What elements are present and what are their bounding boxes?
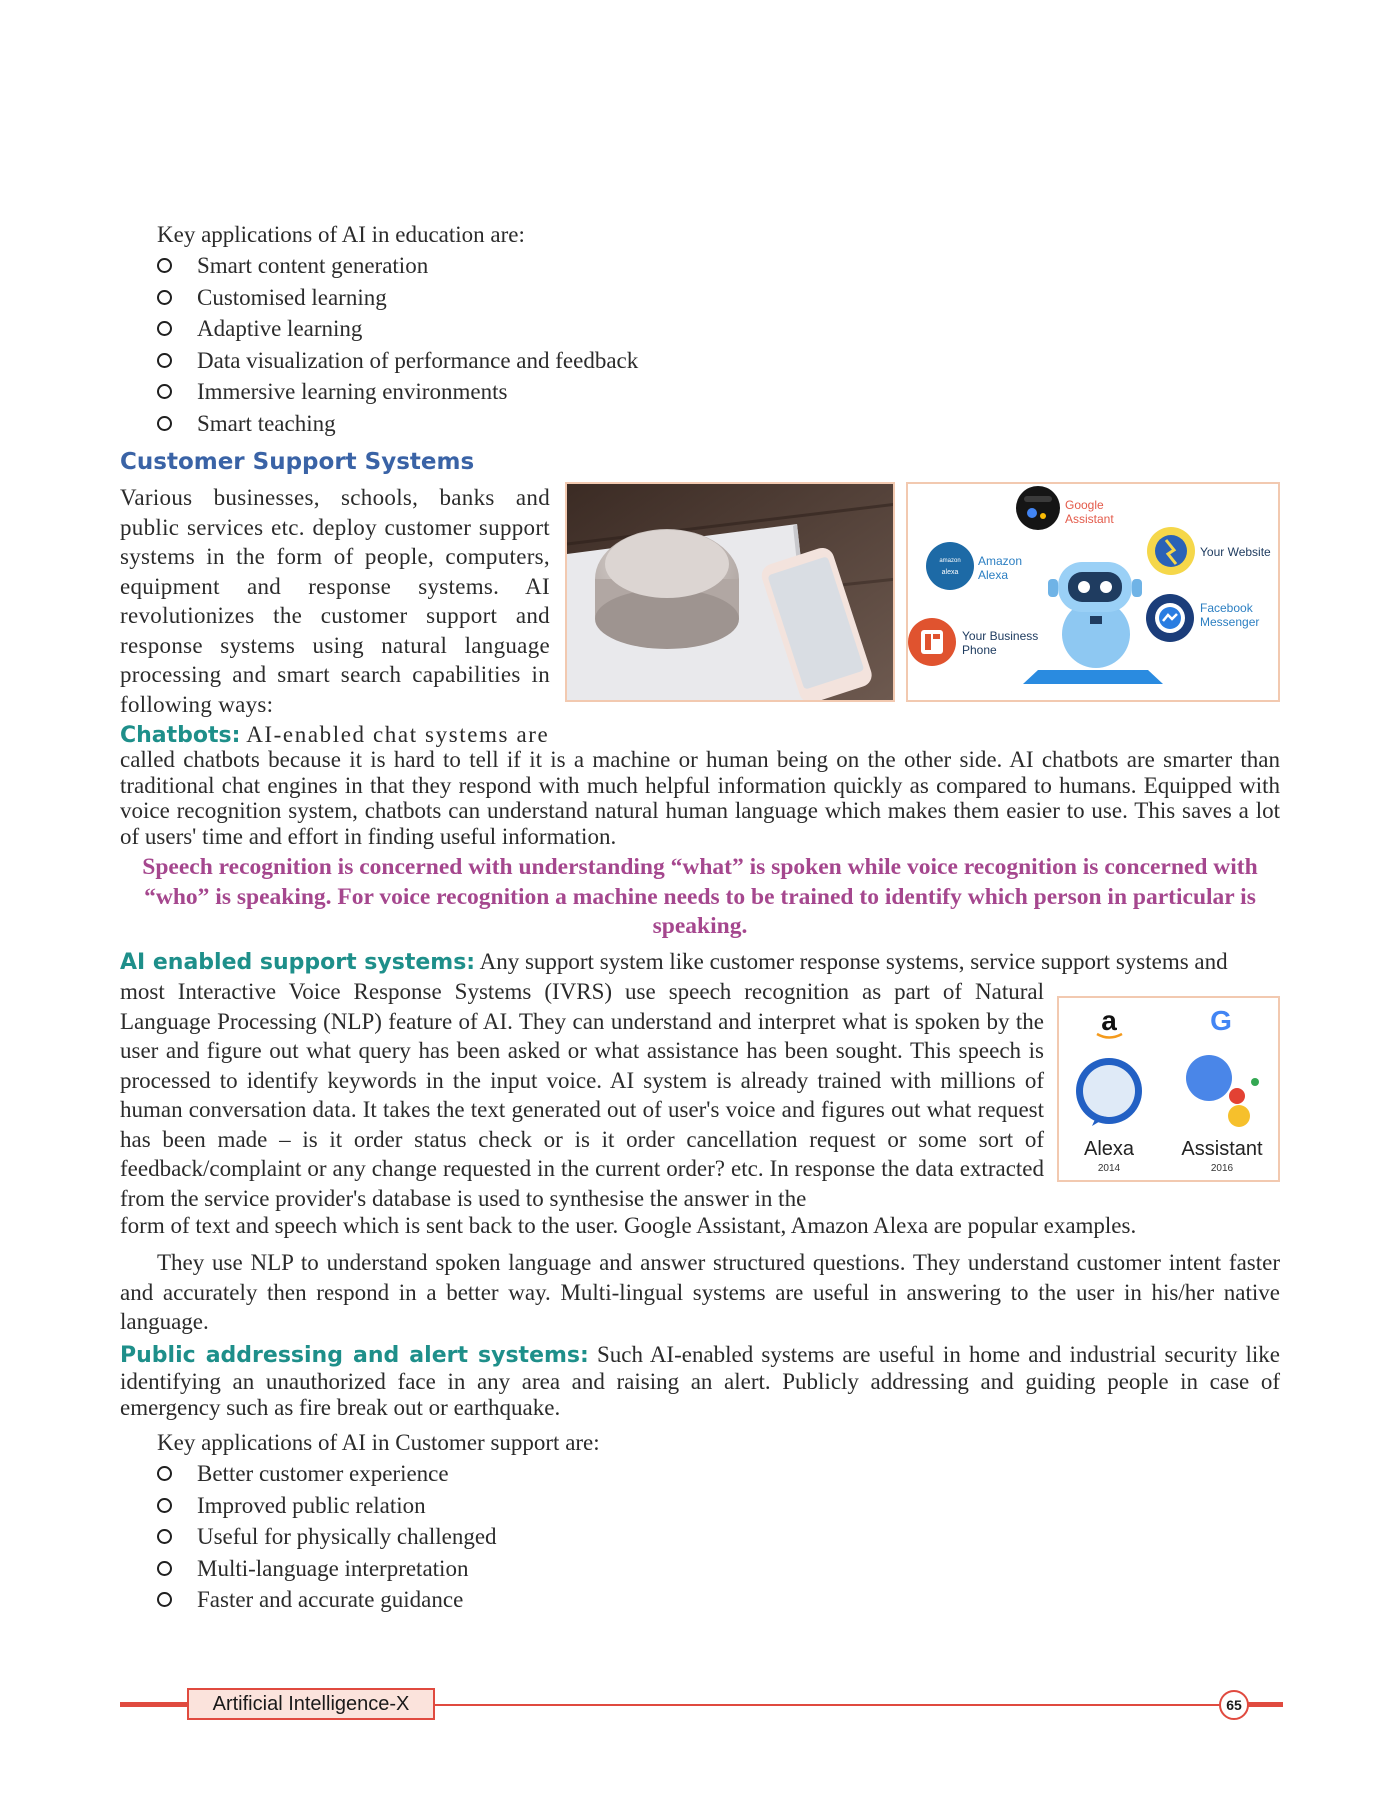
customer-applications-list [157,1458,497,1616]
page-number: 65 [1219,1690,1249,1720]
list-item: Smart content generation [157,250,638,282]
smart-speaker-photo [565,482,895,702]
list-item: Better customer experience [157,1458,497,1490]
google-assistant-icon [1016,486,1060,530]
list-item: Customised learning [157,282,638,314]
amazon-logo: a [1101,1005,1117,1036]
nlp-paragraph: They use NLP to understand spoken language and answer structured questions. They understand customer intent faster and accurately then respond in a better way. Multi-lingual systems are useful in answering to the user in his/her native language. [120,1250,1280,1334]
ai-support-label: AI enabled support systems: [120,950,476,975]
alexa-ring-icon [1076,1058,1142,1126]
bullet-icon [157,1529,172,1544]
alexa-assistant-graphic [1057,996,1280,1182]
customer-applications-intro: Key applications of AI in Customer support are: [157,1430,600,1455]
facebook-messenger-label-2: Messenger [1200,615,1260,629]
section-heading-customer-support: Customer Support Systems [120,449,475,475]
bullet-icon [157,1561,172,1576]
svg-text:alexa: alexa [941,569,959,576]
assistant-label: Assistant [1181,1138,1263,1160]
education-list [157,250,638,439]
google-assistant-dots-icon [1186,1055,1259,1127]
assistant-year: 2016 [1210,1163,1234,1174]
platform-shape [1023,670,1163,684]
list-item: Smart teaching [157,408,638,440]
list-item: Improved public relation [157,1490,497,1522]
bullet-icon [157,353,172,368]
list-item: Adaptive learning [157,313,638,345]
public-addressing-paragraph: Public addressing and alert systems: Such AI-enabled systems are useful in home and industrial security like identifying an unauthorized face in any area and raising an alert. Publicly addressing and guiding people in case of emergency such as fire break out or earthquake. [120,1342,1280,1420]
chatbot-channels-diagram [906,482,1280,702]
bullet-icon [157,416,172,431]
alexa-label: Alexa [1083,1138,1135,1160]
customer-support-paragraph: Various businesses, schools, banks and public services etc. deploy customer support systems in the form of people, computers, equipment and response systems. AI revolutionizes the customer support and response systems using natural language processing and smart search capabilities in following ways: [120,485,550,717]
google-assistant-label-2: Assistant [1065,512,1114,526]
smart-speaker-illustration [567,484,895,702]
speech-vs-voice-note: Speech recognition is concerned with understanding “what” is spoken while voice recognition is concerned with “who” is speaking. For voice recognition a machine needs to be trained to identify which person in particular is speaking. [142,854,1258,939]
facebook-messenger-label-1: Facebook [1200,601,1253,615]
bullet-icon [157,1592,172,1607]
ai-support-paragraph: most Interactive Voice Response Systems (IVRS) use speech recognition as part of Natural Language Processing (NLP) feature of AI. They can understand and interpret what is spoken by the user and figure out what query has been asked or what assistance has been sought. This speech is processed to identify keywords in the input voice. AI system is already trained with millions of human conversation data. It takes the text generated out of user's voice and figures out what request has been made – is it order status check or is it order cancellation request or some sort of feedback/complaint or any change requested in the current order? etc. In response the data extracted from the service provider's database is used to synthesise the answer in the [120,979,1044,1211]
amazon-alexa-label-1: Amazon [978,554,1023,568]
assistants-svg [1059,998,1280,1182]
chatbot-diagram-svg [908,484,1280,702]
bullet-icon [157,1498,172,1513]
robot-icon [1048,562,1142,668]
google-assistant-label-1: Google [1065,498,1104,512]
list-item: Data visualization of performance and feedback [157,345,638,377]
your-website-label: Your Website [1200,545,1271,559]
chatbots-label: Chatbots: [120,723,241,748]
chatbots-paragraph: called chatbots because it is hard to tell if it is a machine or human being on the other side. AI chatbots are smarter than traditional chat engines in that they respond with much helpful information quickly as compared to humans. Equipped with voice recognition system, chatbots can understand natural human language which makes them easier to use. This saves a lot of users' time and effort in finding useful information. [120,747,1280,849]
list-item: Immersive learning environments [157,376,638,408]
bullet-icon [157,384,172,399]
education-intro: Key applications of AI in education are: [157,222,525,247]
bullet-icon [157,290,172,305]
amazon-alexa-label-2: Alexa [978,568,1009,582]
google-logo: G [1210,1005,1232,1036]
ai-support-last-line: form of text and speech which is sent back to the user. Google Assistant, Amazon Alexa are popular examples. [120,1213,1137,1238]
business-phone-label-2: Phone [962,643,997,657]
public-addressing-label: Public addressing and alert systems: [120,1343,589,1368]
footer-book-title: Artificial Intelligence-X [187,1688,435,1720]
bullet-icon [157,1466,172,1481]
alexa-year: 2014 [1097,1163,1121,1174]
footer-rule-accent-left [120,1702,190,1707]
amazon-alexa-icon [926,542,974,590]
list-item: Faster and accurate guidance [157,1584,497,1616]
svg-text:amazon: amazon [939,558,961,564]
list-item: Multi-language interpretation [157,1553,497,1585]
bullet-icon [157,258,172,273]
list-item: Useful for physically challenged [157,1521,497,1553]
ai-support-first-line: AI enabled support systems: Any support system like customer response systems, service support systems and [120,949,1228,975]
business-phone-label-1: Your Business [962,629,1039,643]
bullet-icon [157,321,172,336]
chatbots-first-line: Chatbots: AI-enabled chat systems are [120,722,550,748]
